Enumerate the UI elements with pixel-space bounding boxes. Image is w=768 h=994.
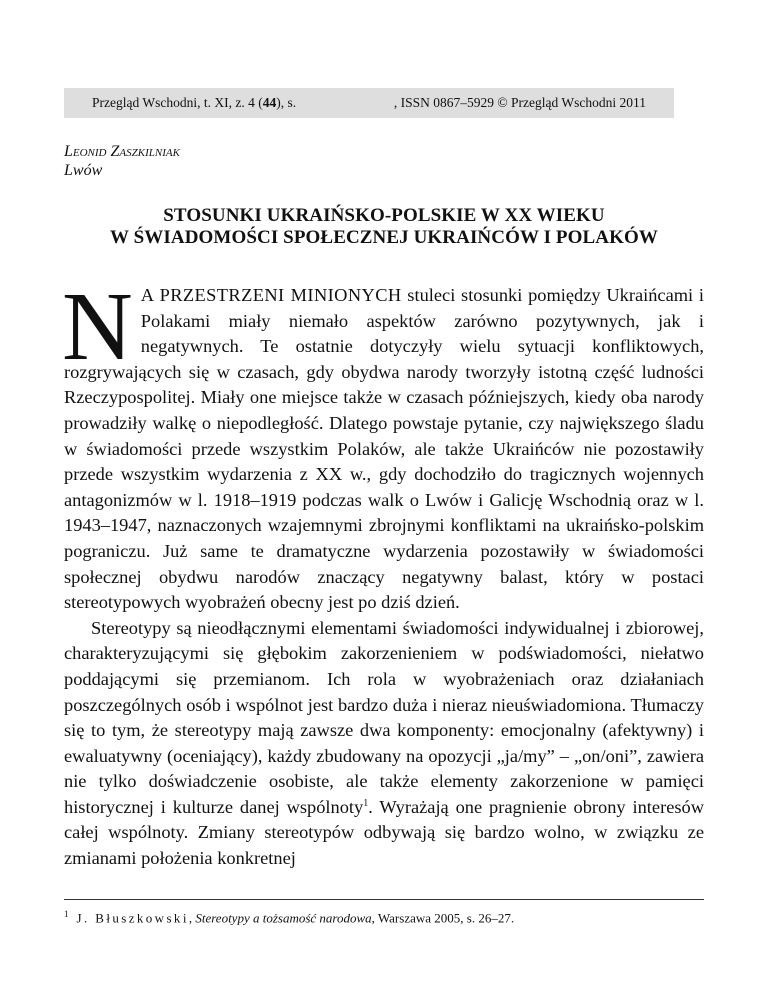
author-city: Lwów [64, 162, 103, 179]
issue-number: 44 [262, 95, 277, 110]
title-line-1: STOSUNKI UKRAIŃSKO-POLSKIE W XX WIEKU [163, 205, 605, 226]
footnote: $^1$ J. Błuszkowski, Stereotypy a tożsamość narodowa, Warszawa 2005, s. 26–27. [64, 909, 515, 926]
paragraph-1 [62, 273, 705, 616]
issn-copyright: , ISSN 0867–5929 © Przegląd Wschodni 2011 [393, 95, 646, 110]
footnote-work-title: Stereotypy a tożsamość narodowa [195, 910, 372, 926]
footnote-reference[interactable]: 1 [363, 797, 369, 809]
author-block [64, 142, 180, 180]
paragraph-2-text: Stereotypy są nieodłącznymi elementami świadomości indywidualnej i zbiorowej, charakteryzującymi się głębokim zakorzenieniem w podświadomości, niełatwo poddającymi się przemianom. Ich rola w wyobrażeniach oraz działaniach poszczególnych osób i wspólnot jest bardzo duża i nieraz nieuświadomiona. Tłumaczy się to tym, że stereotypy mają zawsze dwa komponenty: emocjonalny (afektywny) i ewaluatywny (oceniający), każdy zbudowany na opozycji „ja/my” – „on/oni”, zawiera nie tylko doświadczenie osobiste, ale także elementy zakorzenione w pamięci historycznej i kulturze danej wspólnoty [64, 617, 704, 817]
footnote-details: , Warszawa 2005, s. 26–27. [371, 910, 515, 926]
title-line-2: W ŚWIADOMOŚCI SPOŁECZNEJ UKRAIŃCÓW I POLAKÓW [110, 227, 658, 248]
article-title [64, 205, 704, 249]
author-name: Leonid Zaszkilniak [64, 143, 180, 160]
journal-citation: Przegląd Wschodni, t. XI, z. 4 (44), s. [92, 95, 297, 110]
paragraph-1-text: stuleci stosunki pomiędzy Ukraińcami i Polakami miały niemało aspektów zarówno pozytywnych, jak i negatywnych. Te ostatnie dotyczyły wielu sytuacji konfliktowych, rozgrywających się w czasach, gdy obydwa narody tworzyły istotną część ludności Rzeczypospolitej. Miały one miejsce także w czasach późniejszych, kiedy oba narody prowadziły walkę o niepodległość. Dlatego powstaje pytanie, czy największego śladu w świadomości przede wszystkim Polaków, ale także Ukraińców nie pozostawiły przede wszystkim wydarzenia z XX w., gdy dochodziło do tragicznych wojennych antagonizmów w l. 1918–1919 podczas walk o Lwów i Galicję Wschodnią oraz w l. 1943–1947, naznaczonych wzajemnymi zbrojnymi konfliktami na ukraińsko-polskim pograniczu. Już same te dramatyczne wydarzenia pozostawiły w świadomości społecznej obydwu narodów znaczący negatywny balast, który w postaci stereotypowych wyobrażeń obecny jest po dziś dzień. [64, 285, 705, 613]
paragraph-2 [64, 616, 704, 872]
footnote-author: J. Błuszkowski [76, 910, 189, 926]
footnote-divider [64, 899, 704, 900]
journal-header [64, 88, 674, 118]
lead-caps: A PRZESTRZENI MINIONYCH [140, 285, 402, 305]
article-body [62, 273, 705, 872]
footnote-number: 1 [64, 909, 69, 919]
drop-cap: N [62, 273, 133, 381]
paragraph-2-tail: . Wyrażają one pragnienie obrony interesów całej wspólnoty. Zmiany stereotypów odbywają się bardzo wolno, w związku ze zmianami położenia konkretnej [64, 796, 704, 869]
